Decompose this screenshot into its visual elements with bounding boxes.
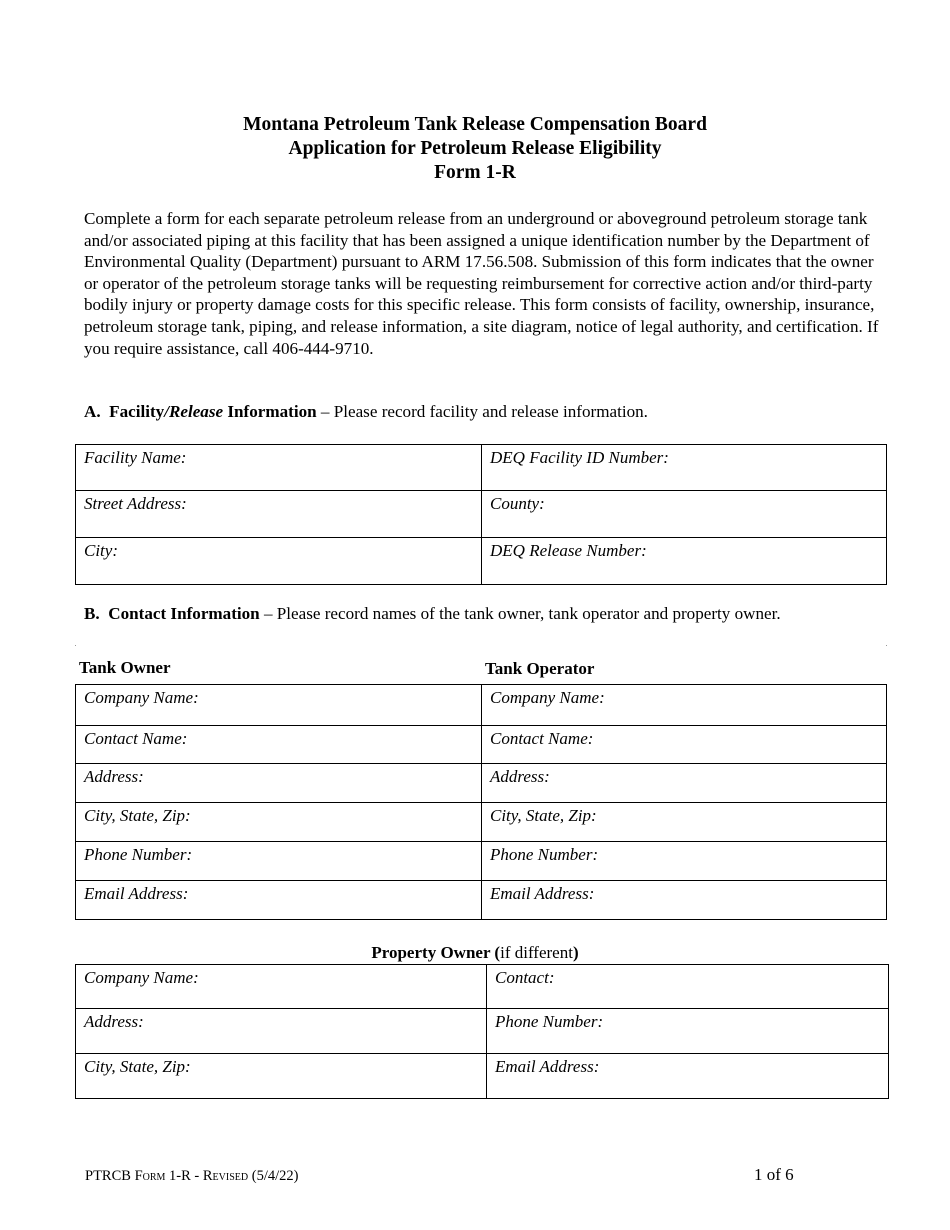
property-company-name-field[interactable] [76,965,487,1009]
property-owner-heading-bold: Property Owner ( [371,943,501,962]
operator-contact-name-field[interactable] [482,726,887,764]
table-row [76,726,887,764]
owner-phone-field[interactable] [76,842,482,881]
contact-info-table [75,684,887,920]
owner-email-field[interactable] [76,881,482,920]
facility-info-table [75,444,887,585]
page-current: 1 [754,1165,763,1184]
field-label: Contact: [495,968,555,987]
section-a-letter: A. [84,402,101,421]
field-label: City, State, Zip: [84,1057,191,1076]
footer-form-number: 1-R - [165,1168,203,1184]
intro-paragraph: Complete a form for each separate petroleum release from an underground or aboveground petroleum storage tank and/or associated piping at this facility that has been assigned a unique identification number by the Department of Environmental Quality (Department) pursuant to ARM 17.56.508. Submission of this form indicates that the owner or operator of the petroleum storage tanks will be requesting reimbursement for corrective action and/or third-party bodily injury or property damage costs for this specific release. This form consists of facility, ownership, insurance, petroleum storage tank, piping, and release information, a site diagram, notice of legal authority, and certification. If you require assistance, call 406-444-9710. [84,209,879,358]
operator-company-name-field[interactable] [482,685,887,726]
field-label: Company Name: [84,688,199,707]
field-label: Address: [84,767,144,786]
section-b-description: – Please record names of the tank owner, tank operator and property owner. [259,604,781,623]
form-revision-footer [85,1167,298,1185]
field-label: Facility Name: [84,448,187,467]
deq-facility-id-field[interactable] [482,445,887,491]
footer-prefix: PTRCB [85,1168,135,1184]
deq-release-number-field[interactable] [482,538,887,585]
table-row [76,965,889,1009]
field-label: City: [84,541,118,560]
operator-address-field[interactable] [482,764,887,803]
title-line-form-number: Form 1-R [434,162,516,183]
table-row [76,685,887,726]
table-row [76,1054,889,1099]
field-label: DEQ Facility ID Number: [490,448,669,467]
field-label: Address: [84,1012,144,1031]
table-row [76,1009,889,1054]
field-label: Address: [490,767,550,786]
field-label: City, State, Zip: [84,806,191,825]
section-a-title-part2: /Release [164,402,224,421]
city-field[interactable] [76,538,482,585]
section-a-title-part3: Information [223,402,317,421]
page-total: 6 [785,1165,794,1184]
dotted-separator [75,645,887,646]
section-b-title: Contact Information [108,604,260,623]
footer-form-word: Form [134,1168,166,1184]
table-row [76,842,887,881]
county-field[interactable] [482,491,887,538]
field-label: Phone Number: [495,1012,604,1031]
owner-address-field[interactable] [76,764,482,803]
section-a-heading [84,401,648,423]
title-line-board: Montana Petroleum Tank Release Compensation Board [243,114,707,135]
footer-revised-word: Revised [202,1168,249,1184]
page-title [0,113,950,185]
property-owner-heading-note: if different [500,943,573,962]
operator-city-state-zip-field[interactable] [482,803,887,842]
table-row [76,491,887,538]
table-row [76,803,887,842]
section-a-title-part1: Facility [109,402,165,421]
section-b-letter: B. [84,604,100,623]
table-row [76,881,887,920]
tank-owner-heading: Tank Owner [79,658,171,677]
field-label: Email Address: [84,884,189,903]
table-row [76,445,887,491]
tank-operator-heading: Tank Operator [485,659,595,678]
field-label: Company Name: [490,688,605,707]
field-label: Contact Name: [84,729,188,748]
facility-name-field[interactable] [76,445,482,491]
owner-company-name-field[interactable] [76,685,482,726]
table-row [76,764,887,803]
field-label: Phone Number: [490,845,599,864]
owner-city-state-zip-field[interactable] [76,803,482,842]
property-city-state-zip-field[interactable] [76,1054,487,1099]
field-label: Email Address: [495,1057,600,1076]
property-owner-table [75,964,889,1099]
field-label: DEQ Release Number: [490,541,647,560]
field-label: Phone Number: [84,845,193,864]
property-owner-heading [0,943,950,963]
operator-email-field[interactable] [482,881,887,920]
operator-phone-field[interactable] [482,842,887,881]
property-owner-heading-close: ) [572,943,579,962]
title-line-application: Application for Petroleum Release Eligibility [288,138,662,159]
field-label: Email Address: [490,884,595,903]
property-email-field[interactable] [487,1054,889,1099]
property-phone-field[interactable] [487,1009,889,1054]
property-contact-field[interactable] [487,965,889,1009]
field-label: Street Address: [84,494,187,513]
page-separator: of [762,1165,786,1184]
owner-contact-name-field[interactable] [76,726,482,764]
field-label: County: [490,494,545,513]
footer-revision-date: (5/4/22) [248,1168,299,1184]
section-a-description: – Please record facility and release information. [316,402,648,421]
section-b-heading [84,603,781,625]
field-label: City, State, Zip: [490,806,597,825]
page-number [754,1165,794,1185]
street-address-field[interactable] [76,491,482,538]
field-label: Company Name: [84,968,199,987]
field-label: Contact Name: [490,729,594,748]
table-row [76,538,887,585]
property-address-field[interactable] [76,1009,487,1054]
